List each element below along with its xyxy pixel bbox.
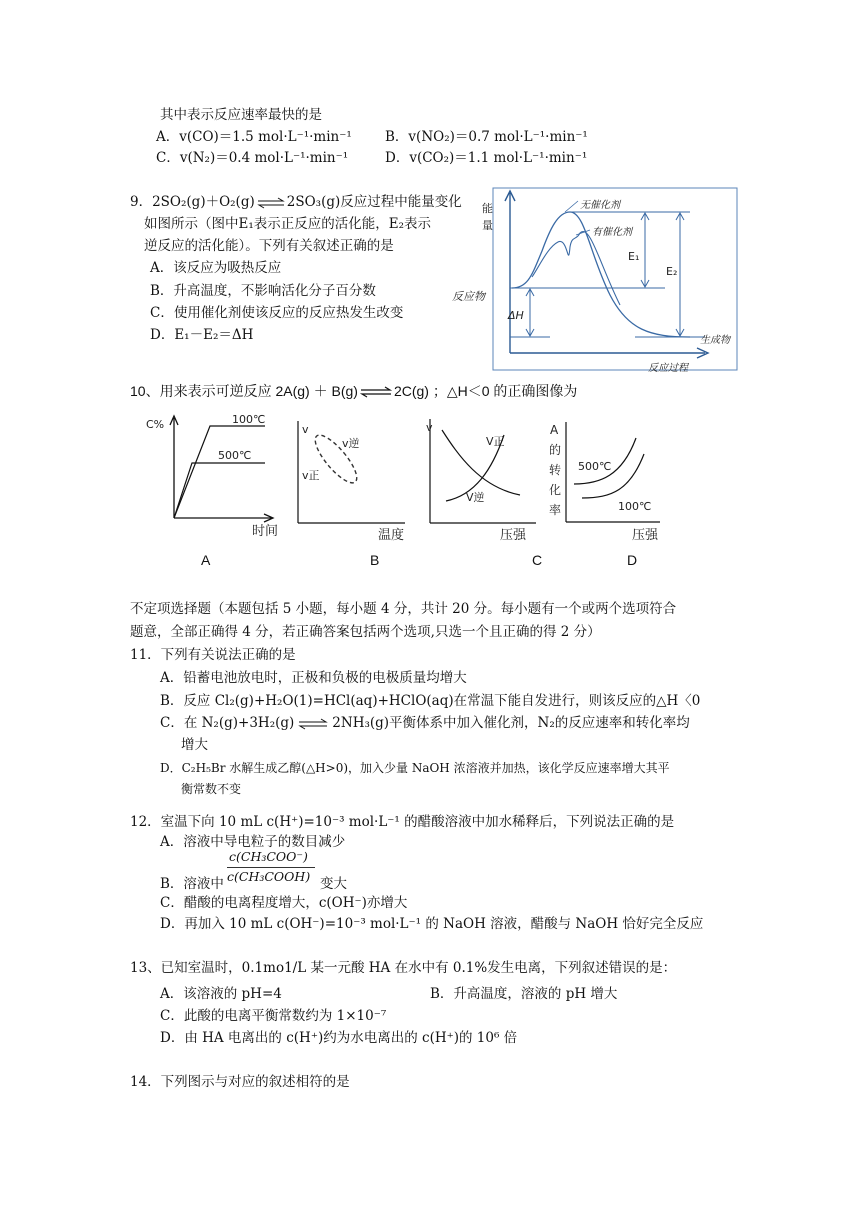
label-dh: ΔH [508, 309, 524, 322]
fraction-bar [227, 867, 315, 868]
q9-line1-post: 2SO₃(g)反应过程中能量变化 [286, 194, 462, 210]
graph-d-caption: D [627, 552, 638, 568]
label-product: 生成物 [700, 335, 730, 346]
section-line2: 题意，全部正确得 4 分，若正确答案包括两个选项,只选一个且正确的得 2 分） [130, 624, 601, 640]
q11-option-c [160, 714, 690, 732]
q8-stem: 其中表示反应速率最快的是 [160, 107, 322, 123]
graph-b-caption: B [370, 552, 380, 568]
equilibrium-arrow-icon [297, 718, 329, 730]
graph-d-y-label-0: A [550, 423, 559, 437]
graph-b [290, 413, 410, 543]
q9-line1 [130, 193, 462, 211]
q10-stem [130, 382, 577, 400]
graph-a-line-100 [174, 426, 265, 518]
graph-c-caption: C [532, 552, 543, 568]
q9-line2: 如图所示（图中E₁表示正反应的活化能，E₂表示 [144, 216, 432, 232]
x-label: 反应过程 [648, 363, 688, 374]
q8-option-b: B．v(NO₂)＝0.7 mol·L⁻¹·min⁻¹ [385, 129, 588, 145]
q9-option-c: C．使用催化剂使该反应的反应热发生改变 [150, 305, 404, 321]
graph-d-label-100: 100℃ [618, 500, 652, 513]
q13-option-b: B．升高温度，溶液的 pH 增大 [430, 986, 618, 1002]
label-e1: E₁ [628, 250, 640, 263]
equilibrium-arrow-icon [256, 197, 286, 209]
q13-option-c: C．此酸的电离平衡常数约为 1×10⁻⁷ [160, 1008, 387, 1024]
equilibrium-arrow-icon [359, 386, 393, 398]
graph-d-label-500: 500℃ [578, 460, 612, 473]
q11-option-a: A．铅蓄电池放电时，正极和负极的电极质量均增大 [160, 670, 467, 686]
q12-option-d: D．再加入 10 mL c(OH⁻)=10⁻³ mol·L⁻¹ 的 NaOH 溶液，醋酸与 NaOH 恰好完全反应 [160, 916, 704, 932]
q9-option-a: A．该反应为吸热反应 [150, 260, 282, 276]
q11-option-d-line2: 衡常数不变 [181, 782, 242, 796]
q13-option-d: D．由 HA 电离出的 c(H⁺)约为水电离出的 c(H⁺)的 10⁶ 倍 [160, 1030, 518, 1046]
y-label-2: 量 [482, 219, 493, 232]
graph-a-label-100: 100℃ [232, 413, 266, 426]
graph-a-caption: A [201, 552, 211, 568]
graph-b-x-label: 温度 [378, 528, 405, 543]
graph-d-x-label: 压强 [632, 528, 659, 543]
graph-a-x-label: 时间 [252, 524, 279, 539]
graph-c-x-label: 压强 [500, 528, 527, 543]
label-no-catalyst: 无催化剂 [580, 200, 620, 211]
q11-option-c-post: 2NH₃(g)平衡体系中加入催化剂，N₂的反应速率和转化率均 [332, 715, 690, 731]
graph-c-y-label: v [426, 421, 433, 434]
q12-option-b-post: 变大 [320, 876, 347, 892]
q13-stem: 13、已知室温时，0.1mo1/L 某一元酸 HA 在水中有 0.1%发生电离，下列叙述错误的是： [130, 960, 677, 976]
graph-a-line-500 [174, 463, 265, 518]
q12-fraction [225, 849, 317, 887]
graph-c-label-fwd: V正 [486, 435, 505, 448]
q8-option-a: A．v(CO)＝1.5 mol·L⁻¹·min⁻¹ [156, 129, 352, 145]
graph-d-y-label-3: 化 [549, 483, 562, 497]
graph-b-label-rev: v逆 [342, 437, 360, 450]
label-reactant: 反应物 [452, 290, 485, 303]
q12-option-b-pre: B．溶液中 [160, 876, 224, 892]
q11-stem: 11．下列有关说法正确的是 [130, 647, 296, 663]
q8-option-d: D．v(CO₂)＝1.1 mol·L⁻¹·min⁻¹ [385, 150, 588, 166]
q11-option-c-cont: 增大 [181, 737, 208, 753]
graph-b-label-fwd: v正 [302, 469, 320, 482]
graph-d-y-label-4: 率 [549, 503, 562, 517]
q9-line1-pre: 9．2SO₂(g)＋O₂(g) [130, 194, 255, 210]
label-with-catalyst: 有催化剂 [592, 227, 632, 238]
q9-option-d: D．E₁－E₂＝ΔH [150, 327, 254, 343]
graph-c-label-rev: V逆 [466, 491, 485, 504]
fraction-numerator: c(CH₃COO⁻) [229, 849, 308, 864]
graph-c-curve-1 [442, 430, 520, 495]
section-line1: 不定项选择题（本题包括 5 小题，每小题 4 分，共计 20 分。每小题有一个或两个选项符合 [130, 601, 677, 617]
fraction-denominator: c(CH₃COOH) [227, 869, 311, 884]
q9-option-b: B．升高温度，不影响活化分子百分数 [150, 283, 376, 299]
q13-option-a: A．该溶液的 pH=4 [160, 986, 282, 1002]
graph-a-y-label: C% [146, 418, 165, 431]
q12-option-c: C．醋酸的电离程度增大，c(OH⁻)亦增大 [160, 895, 408, 911]
q10-stem-post: 2C(g) ；△H＜0 的正确图像为 [393, 383, 578, 399]
q8-option-c: C．v(N₂)＝0.4 mol·L⁻¹·min⁻¹ [156, 150, 349, 166]
graph-b-y-label: v [302, 423, 309, 436]
graph-c [420, 415, 540, 543]
q14-stem: 14．下列图示与对应的叙述相符的是 [130, 1074, 350, 1090]
q11-option-c-pre: C．在 N₂(g)+3H₂(g) [160, 715, 295, 731]
graph-d-y-label-1: 的 [549, 443, 562, 457]
q10-stem-pre: 10、用来表示可逆反应 2A(g) ＋ B(g) [130, 383, 358, 399]
graph-a-label-500: 500℃ [218, 449, 252, 462]
q12-option-a: A．溶液中导电粒子的数目减少 [160, 834, 346, 850]
label-e2: E₂ [666, 265, 678, 278]
q11-option-d-line1: D．C₂H₅Br 水解生成乙醇(△H>0)，加入少量 NaOH 浓溶液并加热，该化学反应速率增大其平 [160, 761, 670, 775]
graph-d [540, 418, 665, 544]
graph-a [140, 408, 280, 540]
graph-d-y-label-2: 转 [549, 463, 562, 477]
energy-diagram [450, 185, 740, 375]
q9-line3: 逆反应的活化能）。下列有关叙述正确的是 [144, 238, 394, 254]
y-label-1: 能 [482, 202, 493, 215]
q11-option-b: B．反应 Cl₂(g)+H₂O(1)=HCl(aq)+HClO(aq)在常温下能自发进行，则该反应的△H〈0 [160, 693, 701, 709]
q12-stem: 12．室温下向 10 mL c(H⁺)=10⁻³ mol·L⁻¹ 的醋酸溶液中加水稀释后，下列说法正确的是 [130, 814, 675, 830]
